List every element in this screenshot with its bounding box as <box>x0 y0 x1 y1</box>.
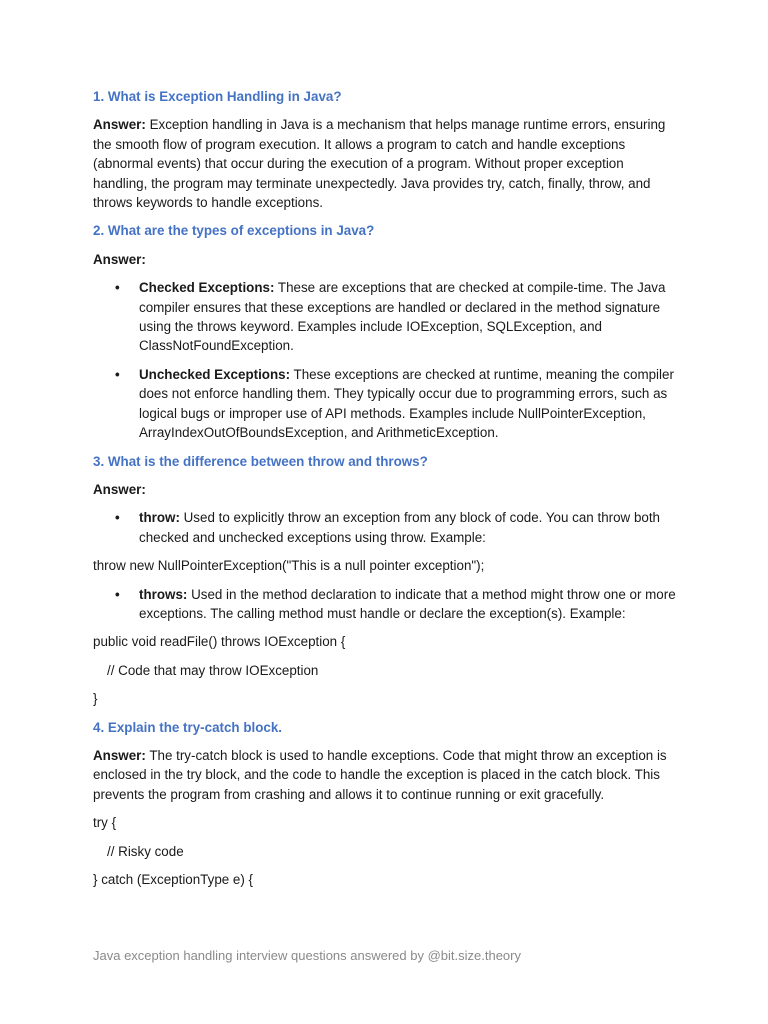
term-description: These exceptions are checked at runtime, meaning the compiler does not enforce handling them. They typically occur due to programming errors, such as logical bugs or improper use of API methods. Examples include NullPointerException, ArrayIndexOutOfBoundsException, and ArithmeticException. <box>139 366 674 441</box>
code-line: } <box>93 691 98 707</box>
throw-list <box>93 508 678 547</box>
question-1-heading: 1. What is Exception Handling in Java? <box>93 89 342 104</box>
term-label: throw: <box>139 510 180 526</box>
answer-text: The try-catch block is used to handle exceptions. Code that might throw an exception is enclosed in the try block, and the code to handle the exception is placed in the catch block. This prevents the program from crashing and allows it to continue running or exit gracefully. <box>93 747 667 802</box>
code-line: } catch (ExceptionType e) { <box>93 872 254 887</box>
code-line: throw new NullPointerException("This is a null pointer exception"); <box>93 558 485 574</box>
term-label: Checked Exceptions: <box>139 280 275 296</box>
answer-label: Answer: <box>93 747 146 763</box>
throws-list <box>93 585 678 624</box>
term-description: Used in the method declaration to indicate that a method might throw one or more exceptions. The calling method must handle or declare the exception(s). Example: <box>139 586 676 621</box>
term-label: Unchecked Exceptions: <box>139 366 291 382</box>
list-item <box>139 278 678 356</box>
code-line: // Risky code <box>107 843 184 859</box>
exception-types-list <box>93 278 678 442</box>
term-description: These are exceptions that are checked at compile-time. The Java compiler ensures that these exceptions are handled or declared in the method signature using the throws keyword. Examples include IOException, SQLException, and ClassNotFoundException. <box>139 280 666 354</box>
question-4-answer <box>93 746 678 804</box>
answer-text: Exception handling in Java is a mechanism that helps manage runtime errors, ensuring the smooth flow of program execution. It allows a program to catch and handle exceptions (abnormal events) that occur during the execution of a program. Without proper exception handling, the program may terminate unexpectedly. Java provides try, catch, finally, throw, and throws keywords to handle exceptions. <box>93 117 666 211</box>
question-2-heading: 2. What are the types of exceptions in Java? <box>93 223 375 239</box>
list-item <box>139 365 678 443</box>
list-item <box>139 508 678 547</box>
answer-label: Answer: <box>93 481 146 497</box>
document-body <box>93 87 678 898</box>
question-1-answer <box>93 115 678 212</box>
list-item <box>139 585 678 624</box>
question-3-heading: 3. What is the difference between throw and throws? <box>93 453 428 469</box>
code-line: public void readFile() throws IOException { <box>93 634 346 650</box>
answer-label: Answer: <box>93 117 146 133</box>
answer-label: Answer: <box>93 251 146 267</box>
page-footer: Java exception handling interview questions answered by @bit.size.theory <box>93 948 521 963</box>
code-line: try { <box>93 815 117 831</box>
term-label: throws: <box>139 586 188 602</box>
term-description: Used to explicitly throw an exception from any block of code. You can throw both checked and unchecked exceptions using throw. Example: <box>139 510 661 545</box>
question-4-heading: 4. Explain the try-catch block. <box>93 719 283 735</box>
code-line: // Code that may throw IOException <box>107 662 319 678</box>
